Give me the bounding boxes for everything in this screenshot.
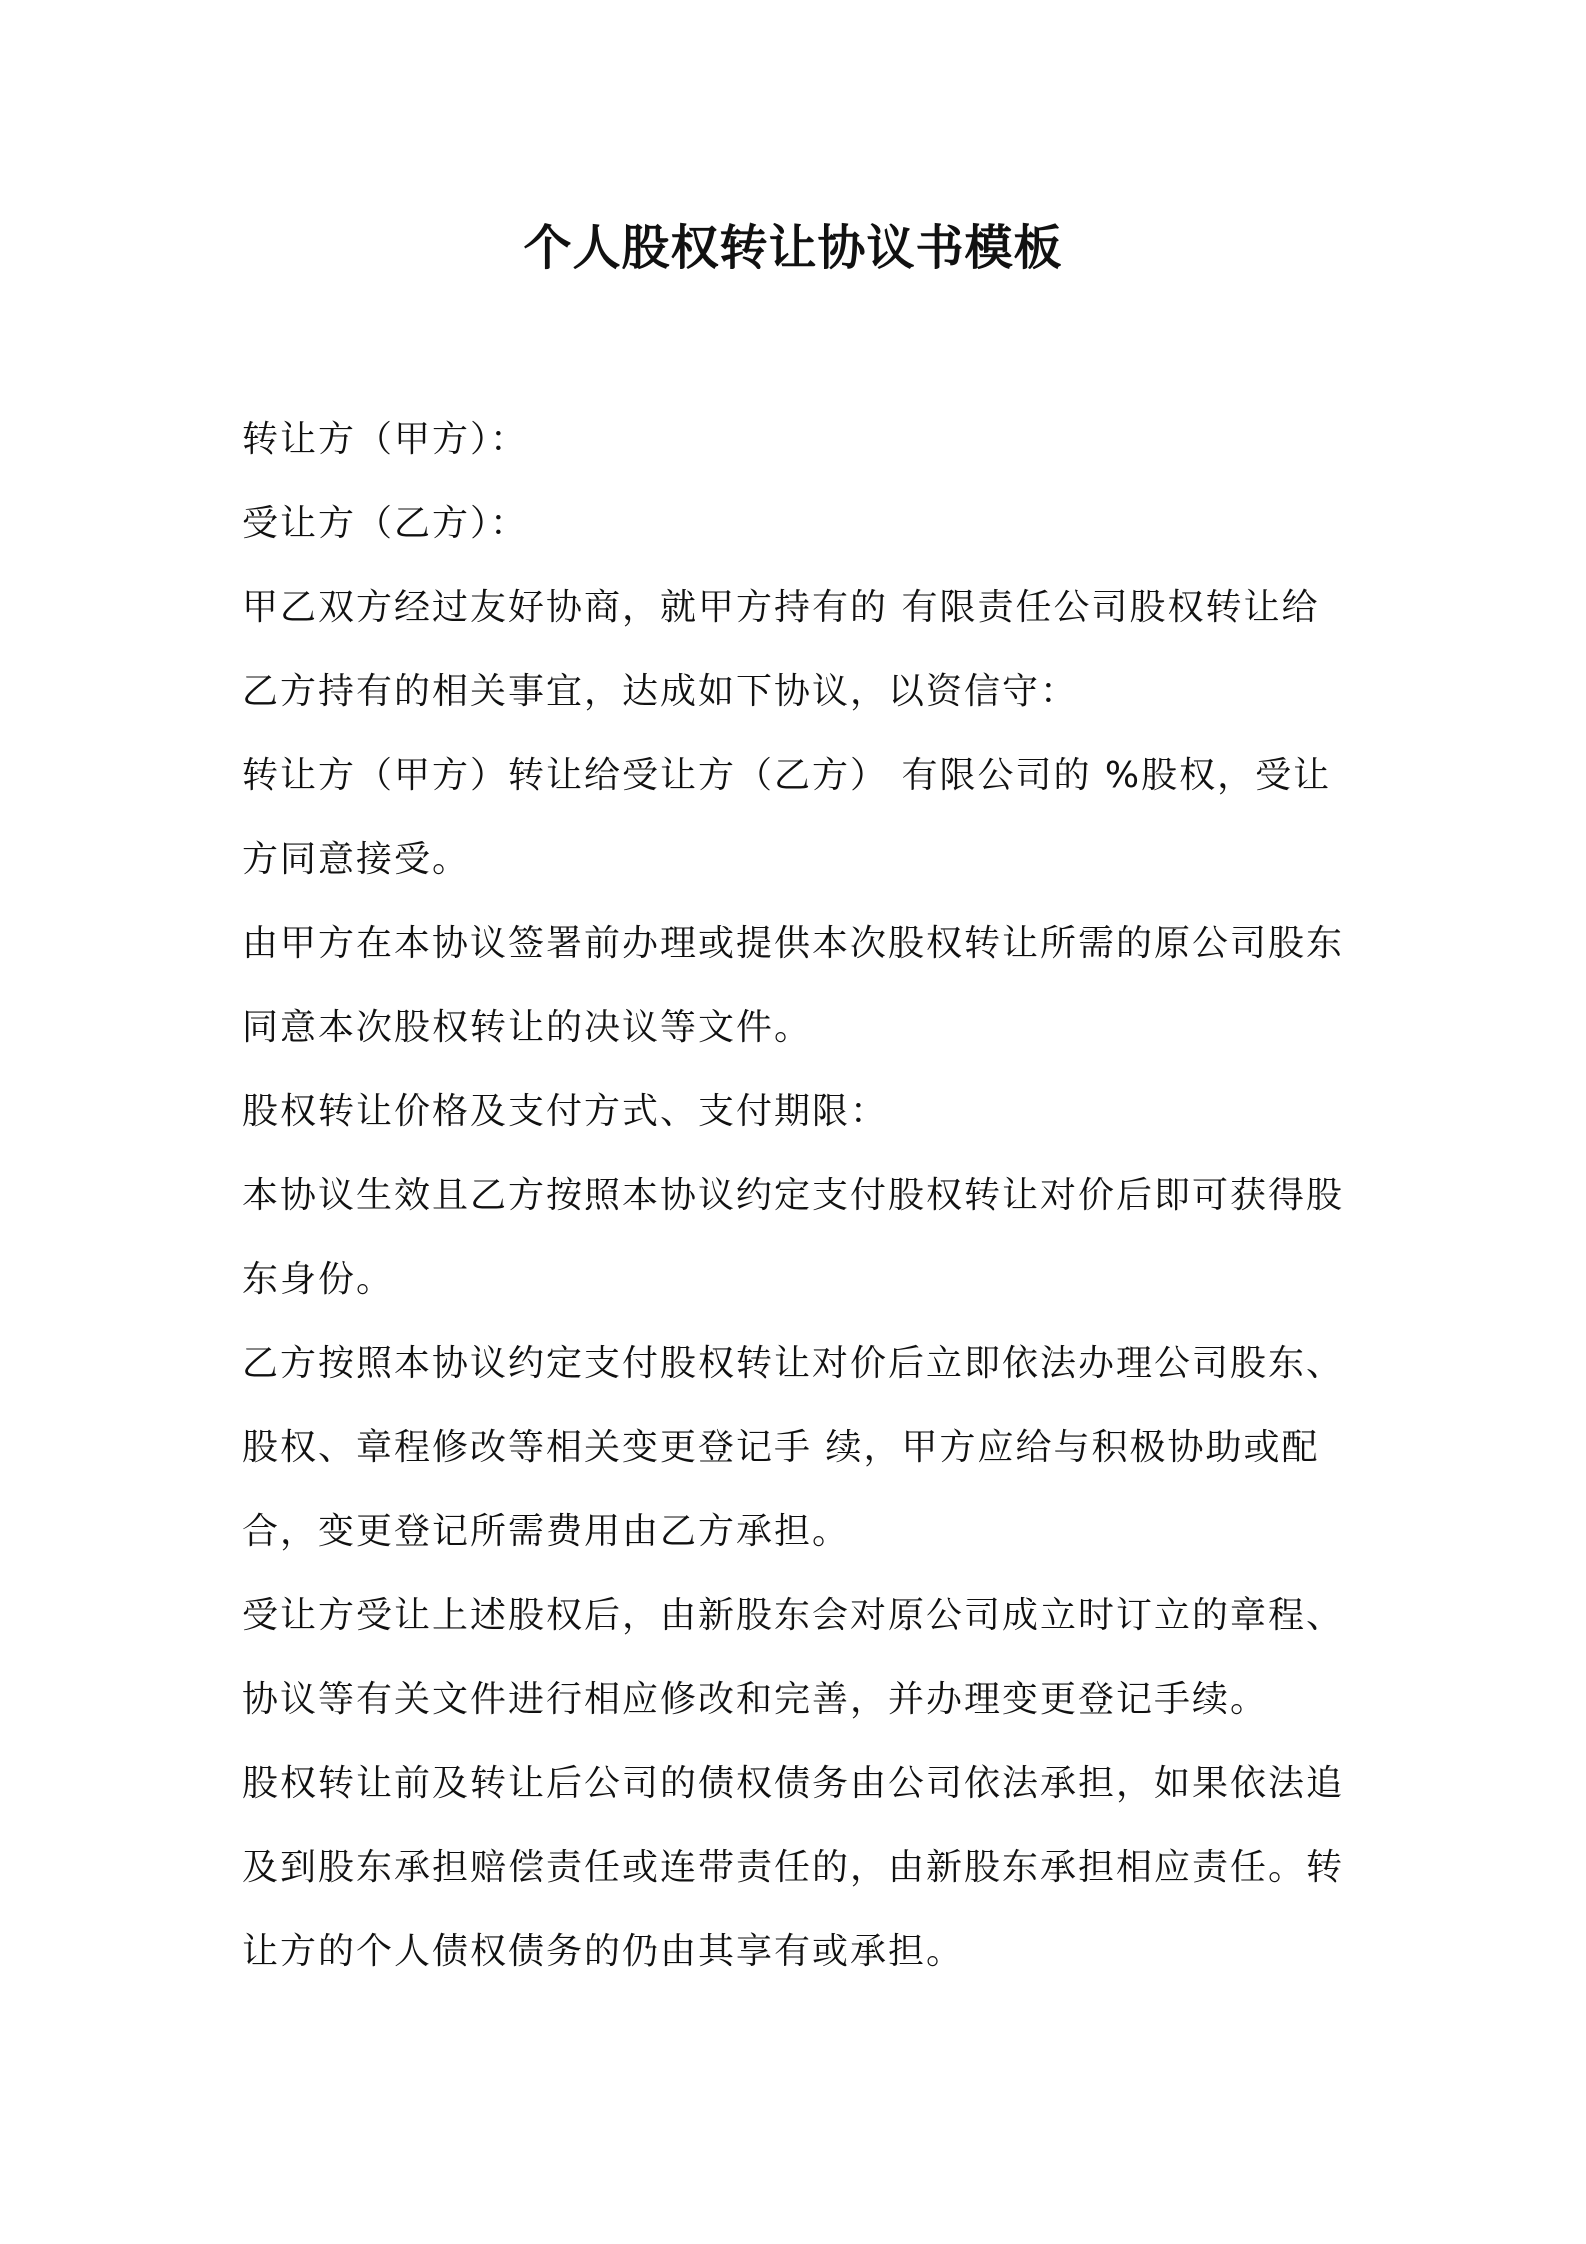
paragraph-transferee: 受让方（乙方）： [242, 503, 529, 544]
paragraph-transferor: 转让方（甲方）： [242, 419, 529, 460]
paragraph-documents: 由甲方在本协议签署前办理或提供本次股权转让所需的原公司股东同意本次股权转让的决议等文件。 [242, 923, 1345, 1048]
paragraph-articles-revision: 受让方受让上述股权后，由新股东会对原公司成立时订立的章程、协议等有关文件进行相应修改和完善，并办理变更登记手续。 [242, 1595, 1345, 1720]
paragraph-effectiveness: 本协议生效且乙方按照本协议约定支付股权转让对价后即可获得股东身份。 [242, 1175, 1345, 1300]
paragraph-transfer-share: 转让方（甲方）转让给受让方（乙方） 有限公司的 %股权，受让方同意接受。 [242, 755, 1332, 880]
paragraph-intro: 甲乙双方经过友好协商，就甲方持有的 有限责任公司股权转让给乙方持有的相关事宜，达成如下协议，以资信守： [242, 587, 1320, 712]
document-body [242, 398, 1356, 1994]
paragraph-registration: 乙方按照本协议约定支付股权转让对价后立即依法办理公司股东、股权、章程修改等相关变更登记手 续，甲方应给与积极协助或配合，变更登记所需费用由乙方承担。 [242, 1343, 1345, 1552]
document-title: 个人股权转让协议书模板 [523, 220, 1063, 276]
paragraph-debts: 股权转让前及转让后公司的债权债务由公司依法承担，如果依法追及到股东承担赔偿责任或连带责任的，由新股东承担相应责任。转让方的个人债权债务的仍由其享有或承担。 [242, 1763, 1345, 1972]
paragraph-price-heading: 股权转让价格及支付方式、支付期限： [242, 1091, 889, 1132]
